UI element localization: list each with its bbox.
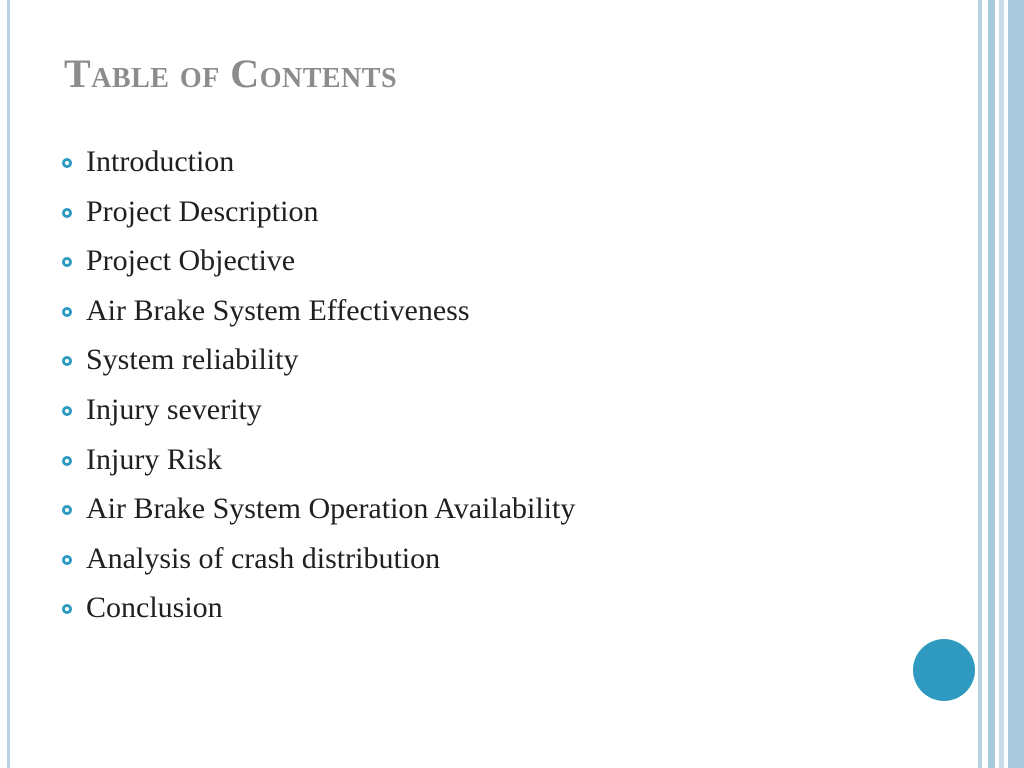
accent-circle-icon xyxy=(913,639,975,701)
bullet-icon xyxy=(62,456,72,466)
stripe xyxy=(978,0,982,768)
bullet-icon xyxy=(62,307,72,317)
stripe xyxy=(988,0,995,768)
toc-item-label: Introduction xyxy=(86,145,235,178)
left-border-line xyxy=(7,0,10,768)
list-item xyxy=(62,387,575,437)
stripe xyxy=(1008,0,1024,768)
list-item xyxy=(62,337,575,387)
bullet-icon xyxy=(62,604,72,614)
toc-item-label: Air Brake System Effectiveness xyxy=(86,293,470,327)
bullet-icon xyxy=(62,257,72,267)
bullet-icon xyxy=(62,555,72,565)
toc-item-label: System reliability xyxy=(86,343,299,377)
list-item xyxy=(62,437,575,487)
table-of-contents-list xyxy=(62,139,575,635)
list-item xyxy=(62,189,575,239)
bullet-icon xyxy=(62,356,72,366)
toc-item-label: Injury Risk xyxy=(86,442,222,476)
bullet-icon xyxy=(62,208,72,218)
bullet-icon xyxy=(62,158,72,168)
list-item xyxy=(62,139,575,189)
list-item xyxy=(62,585,575,635)
toc-item-label: Project Description xyxy=(86,194,319,228)
bullet-icon xyxy=(62,505,72,515)
list-item xyxy=(62,536,575,586)
slide-title: Table of Contents xyxy=(64,51,398,96)
toc-item-label: Injury severity xyxy=(86,392,262,426)
list-item xyxy=(62,288,575,338)
toc-item-label: Project Objective xyxy=(86,244,296,278)
bullet-icon xyxy=(62,406,72,416)
toc-item-label: Air Brake System Operation Availability xyxy=(86,492,576,526)
toc-item-label: Conclusion xyxy=(86,591,223,625)
stripe xyxy=(999,0,1004,768)
right-decorative-stripes xyxy=(978,0,1024,768)
toc-item-label: Analysis of crash distribution xyxy=(86,541,441,575)
list-item xyxy=(62,486,575,536)
list-item xyxy=(62,238,575,288)
